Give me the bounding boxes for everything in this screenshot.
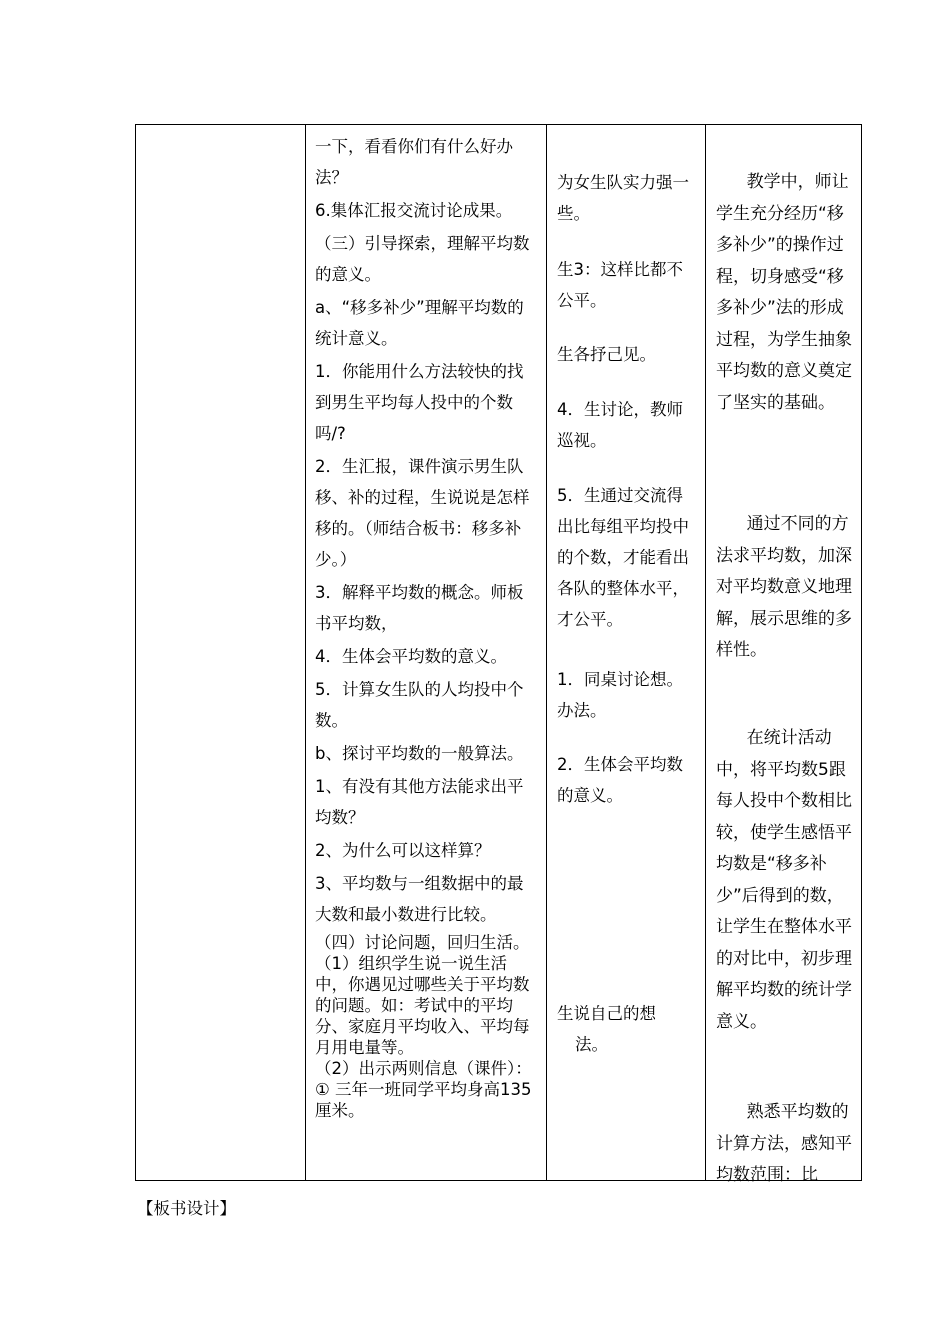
text-line: （三）引导探索，理解平均数的意义。 bbox=[315, 234, 530, 284]
text-line: 2．生汇报，课件演示男生队移、补的过程，生说说是怎样移的。（师结合板书：移多补少。） bbox=[315, 457, 530, 569]
text-line: （2）出示两则信息（课件）： bbox=[315, 1059, 532, 1078]
text-line: 6.集体汇报交流讨论成果。 bbox=[315, 201, 513, 220]
text-line: 教学中，师让学生充分经历“移多补少”的操作过程，切身感受“移多补少”法的形成过程，为学生抽象平均数的意义奠定了坚实的基础。 bbox=[716, 172, 852, 413]
text-line: 1、有没有其他方法能求出平均数？ bbox=[315, 777, 524, 827]
text-line: 通过不同的方法求平均数，加深对平均数意义地理解，展示思维的多样性。 bbox=[716, 514, 852, 660]
text-line: （四）讨论问题，回归生活。 bbox=[315, 933, 530, 952]
text-line: （1）组织学生说一说生活中，你遇见过哪些关于平均数的问题。如：考试中的平均分、家庭月平均收入、平均每月用电量等。 bbox=[315, 954, 530, 1057]
text-line: 在统计活动中，将平均数5跟每人投中个数相比较，使学生感悟平均数是“移多补少”后得到的数，让学生在整体水平的对比中，初步理解平均数的统计学意义。 bbox=[716, 728, 852, 1032]
text-line: 3．解释平均数的概念。师板书平均数， bbox=[315, 583, 524, 633]
column-divider bbox=[705, 125, 706, 1180]
text-line: b、探讨平均数的一般算法。 bbox=[315, 744, 524, 763]
text-line: 5．生通过交流得出比每组平均投中的个数，才能看出各队的整体水平，才公平。 bbox=[557, 485, 689, 629]
text-line: 熟悉平均数的计算方法，感知平均数范围：比 bbox=[716, 1102, 852, 1185]
text-line: 2．生体会平均数的意义。 bbox=[557, 754, 683, 805]
text-line: 2、为什么可以这样算？ bbox=[315, 841, 491, 860]
text-line: 4．生体会平均数的意义。 bbox=[315, 647, 507, 666]
text-line: 1．你能用什么方法较快的找到男生平均每人投中的个数吗/? bbox=[315, 362, 524, 443]
text-line: 生3：这样比都不公平。 bbox=[557, 259, 683, 310]
text-line: 生说自己的想 bbox=[557, 1003, 656, 1023]
text-line: 法。 bbox=[575, 1034, 608, 1054]
text-line: 4．生讨论，教师巡视。 bbox=[557, 399, 683, 450]
board-design-heading: 【板书设计】 bbox=[137, 1199, 236, 1218]
text-line: ① 三年一班同学平均身高135厘米。 bbox=[315, 1080, 532, 1120]
text-line: 生各抒己见。 bbox=[557, 344, 656, 364]
text-line: 1．同桌讨论想。办法。 bbox=[557, 669, 683, 720]
text-line: 为女生队实力强一些。 bbox=[557, 172, 689, 223]
text-line: 3、平均数与一组数据中的最大数和最小数进行比较。 bbox=[315, 874, 524, 924]
lesson-table bbox=[135, 124, 862, 1185]
text-line: a、“移多补少”理解平均数的统计意义。 bbox=[315, 298, 524, 348]
column-divider bbox=[546, 125, 547, 1180]
text-line: 一下，看看你们有什么好办法？ bbox=[315, 137, 513, 187]
teacher-activity-column bbox=[306, 125, 546, 1121]
text-line: 5．计算女生队的人均投中个数。 bbox=[315, 680, 524, 730]
